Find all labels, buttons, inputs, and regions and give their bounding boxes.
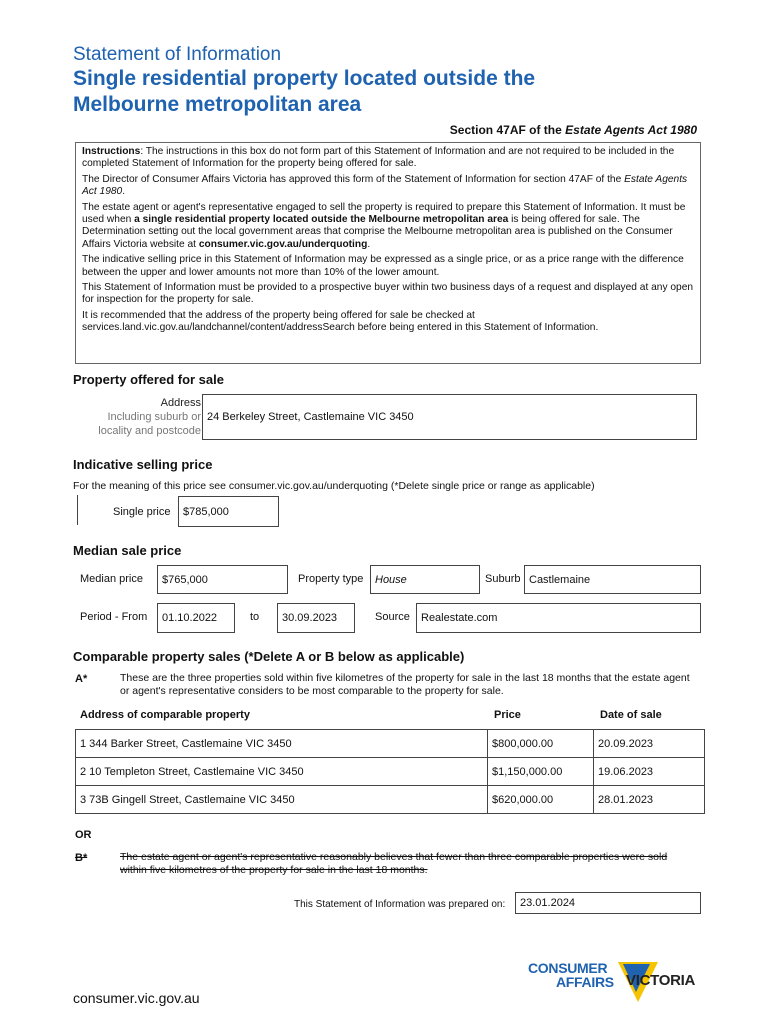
comparable-price-2[interactable]: $1,150,000.00 bbox=[488, 757, 594, 786]
address-label-2: Including suburb or bbox=[107, 411, 201, 423]
logo-line-2: AFFAIRS bbox=[556, 974, 614, 990]
suburb-label: Suburb bbox=[485, 573, 521, 585]
source-field[interactable]: Realestate.com bbox=[416, 603, 701, 633]
median-heading: Median sale price bbox=[73, 543, 182, 558]
instructions-p2a: The Director of Consumer Affairs Victoria has approved this form of the Statement of Information for section 47AF of the bbox=[82, 173, 625, 185]
comparable-date-1[interactable]: 20.09.2023 bbox=[594, 729, 705, 758]
instructions-p3e: . bbox=[367, 238, 371, 250]
instructions-p2b: Estate Agents Act 1980 bbox=[82, 173, 688, 198]
address-label-3: locality and postcode bbox=[98, 425, 201, 437]
section-reference bbox=[450, 123, 697, 137]
comparable-price-3[interactable]: $620,000.00 bbox=[488, 785, 594, 814]
instructions-p2 bbox=[82, 174, 694, 199]
section-act: Estate Agents Act 1980 bbox=[565, 123, 697, 137]
col-price-header: Price bbox=[494, 709, 521, 721]
comparable-price-1[interactable]: $800,000.00 bbox=[488, 729, 594, 758]
comparable-address-3[interactable]: 3 73B Gingell Street, Castlemaine VIC 3450 bbox=[75, 785, 488, 814]
property-address-field[interactable]: 24 Berkeley Street, Castlemaine VIC 3450 bbox=[202, 394, 697, 440]
prepared-date-field[interactable]: 23.01.2024 bbox=[515, 892, 701, 914]
suburb-field[interactable]: Castlemaine bbox=[524, 565, 701, 594]
subtitle-line-1: Single residential property located outside the bbox=[73, 67, 536, 90]
median-price-field[interactable]: $765,000 bbox=[157, 565, 288, 594]
subtitle-line-2: Melbourne metropolitan area bbox=[73, 93, 362, 116]
instructions-box bbox=[75, 142, 701, 364]
comparable-heading: Comparable property sales (*Delete A or B below as applicable) bbox=[73, 649, 465, 664]
instructions-p1-text: : The instructions in this box do not form part of this Statement of Information and are not required to be included in the completed Statement of Information for the property being offered for sale. bbox=[82, 146, 675, 170]
period-label: Period - From bbox=[80, 611, 148, 623]
instructions-p2c: . bbox=[122, 186, 126, 198]
or-label: OR bbox=[75, 829, 92, 841]
instructions-p3d: consumer.vic.gov.au/underquoting bbox=[198, 238, 368, 250]
prepared-label: This Statement of Information was prepared on: bbox=[294, 899, 506, 910]
period-to-field[interactable]: 30.09.2023 bbox=[277, 603, 355, 633]
option-a-label: A* bbox=[75, 673, 88, 685]
property-type-label: Property type bbox=[298, 573, 364, 585]
doc-title: Statement of Information bbox=[73, 44, 282, 65]
footer-url: consumer.vic.gov.au bbox=[73, 990, 200, 1006]
median-price-label: Median price bbox=[80, 573, 143, 585]
period-from-field[interactable]: 01.10.2022 bbox=[157, 603, 235, 633]
option-b-label: B* bbox=[75, 852, 88, 864]
instructions-p3c: is being offered for sale. The Determination setting out the local government areas that comprise the Melbourne metropolitan area is published on the Consumer Affairs Victoria website at bbox=[82, 214, 673, 250]
property-heading: Property offered for sale bbox=[73, 372, 224, 387]
comparable-date-3[interactable]: 28.01.2023 bbox=[594, 785, 705, 814]
instructions-p3 bbox=[82, 202, 694, 251]
address-label-1: Address bbox=[160, 397, 201, 409]
period-to-label: to bbox=[250, 611, 260, 623]
indicative-bracket bbox=[77, 495, 78, 525]
comparable-address-1[interactable]: 1 344 Barker Street, Castlemaine VIC 3450 bbox=[75, 729, 488, 758]
option-a-text: These are the three properties sold within five kilometres of the property for sale in the last 18 months that the estate agent or agent's representative considers to be most comparable to the property for sale. bbox=[120, 672, 690, 697]
col-date-header: Date of sale bbox=[600, 709, 662, 721]
logo-line-3: VICTORIA bbox=[626, 972, 695, 989]
option-b-text: The estate agent or agent's representative reasonably believes that fewer than three comparable properties were sold within five kilometres of the property for sale in the last 18 months. bbox=[120, 851, 668, 876]
address-label bbox=[80, 396, 201, 438]
indicative-note: For the meaning of this price see consumer.vic.gov.au/underquoting (*Delete single price or range as applicable) bbox=[73, 480, 595, 492]
col-address-header: Address of comparable property bbox=[80, 709, 250, 721]
instructions-p3a: The estate agent or agent's representative engaged to sell the property is required to prepare this Statement of Information. It must be used when bbox=[82, 201, 686, 226]
instructions-label: Instructions bbox=[82, 146, 141, 157]
instructions-p3b: a single residential property located outside the Melbourne metropolitan area bbox=[134, 214, 509, 226]
logo-line-1: CONSUMER bbox=[528, 960, 608, 976]
doc-subtitle bbox=[73, 66, 535, 118]
instructions-p1 bbox=[82, 146, 694, 171]
source-label: Source bbox=[375, 611, 410, 623]
single-price-field[interactable]: $785,000 bbox=[178, 496, 279, 527]
instructions-p4: The indicative selling price in this Statement of Information may be expressed as a single price, or as a price range with the difference between the upper and lower amounts not more than 10% of the lower amount. bbox=[82, 254, 684, 278]
single-price-label: Single price bbox=[113, 506, 171, 518]
indicative-heading: Indicative selling price bbox=[73, 457, 213, 472]
comparable-address-2[interactable]: 2 10 Templeton Street, Castlemaine VIC 3450 bbox=[75, 757, 488, 786]
consumer-affairs-victoria-logo bbox=[528, 958, 703, 1008]
instructions-p5: This Statement of Information must be provided to a prospective buyer within two business days of a request and displayed at any open for inspection for the property for sale. bbox=[82, 282, 694, 306]
section-prefix: Section 47AF of the bbox=[449, 123, 566, 137]
property-type-field[interactable]: House bbox=[370, 565, 480, 594]
instructions-p6: It is recommended that the address of the property being offered for sale be checked at services.land.vic.gov.au/landchannel/content/addressSearch before being entered in this Statement of Information. bbox=[82, 310, 599, 334]
comparable-date-2[interactable]: 19.06.2023 bbox=[594, 757, 705, 786]
